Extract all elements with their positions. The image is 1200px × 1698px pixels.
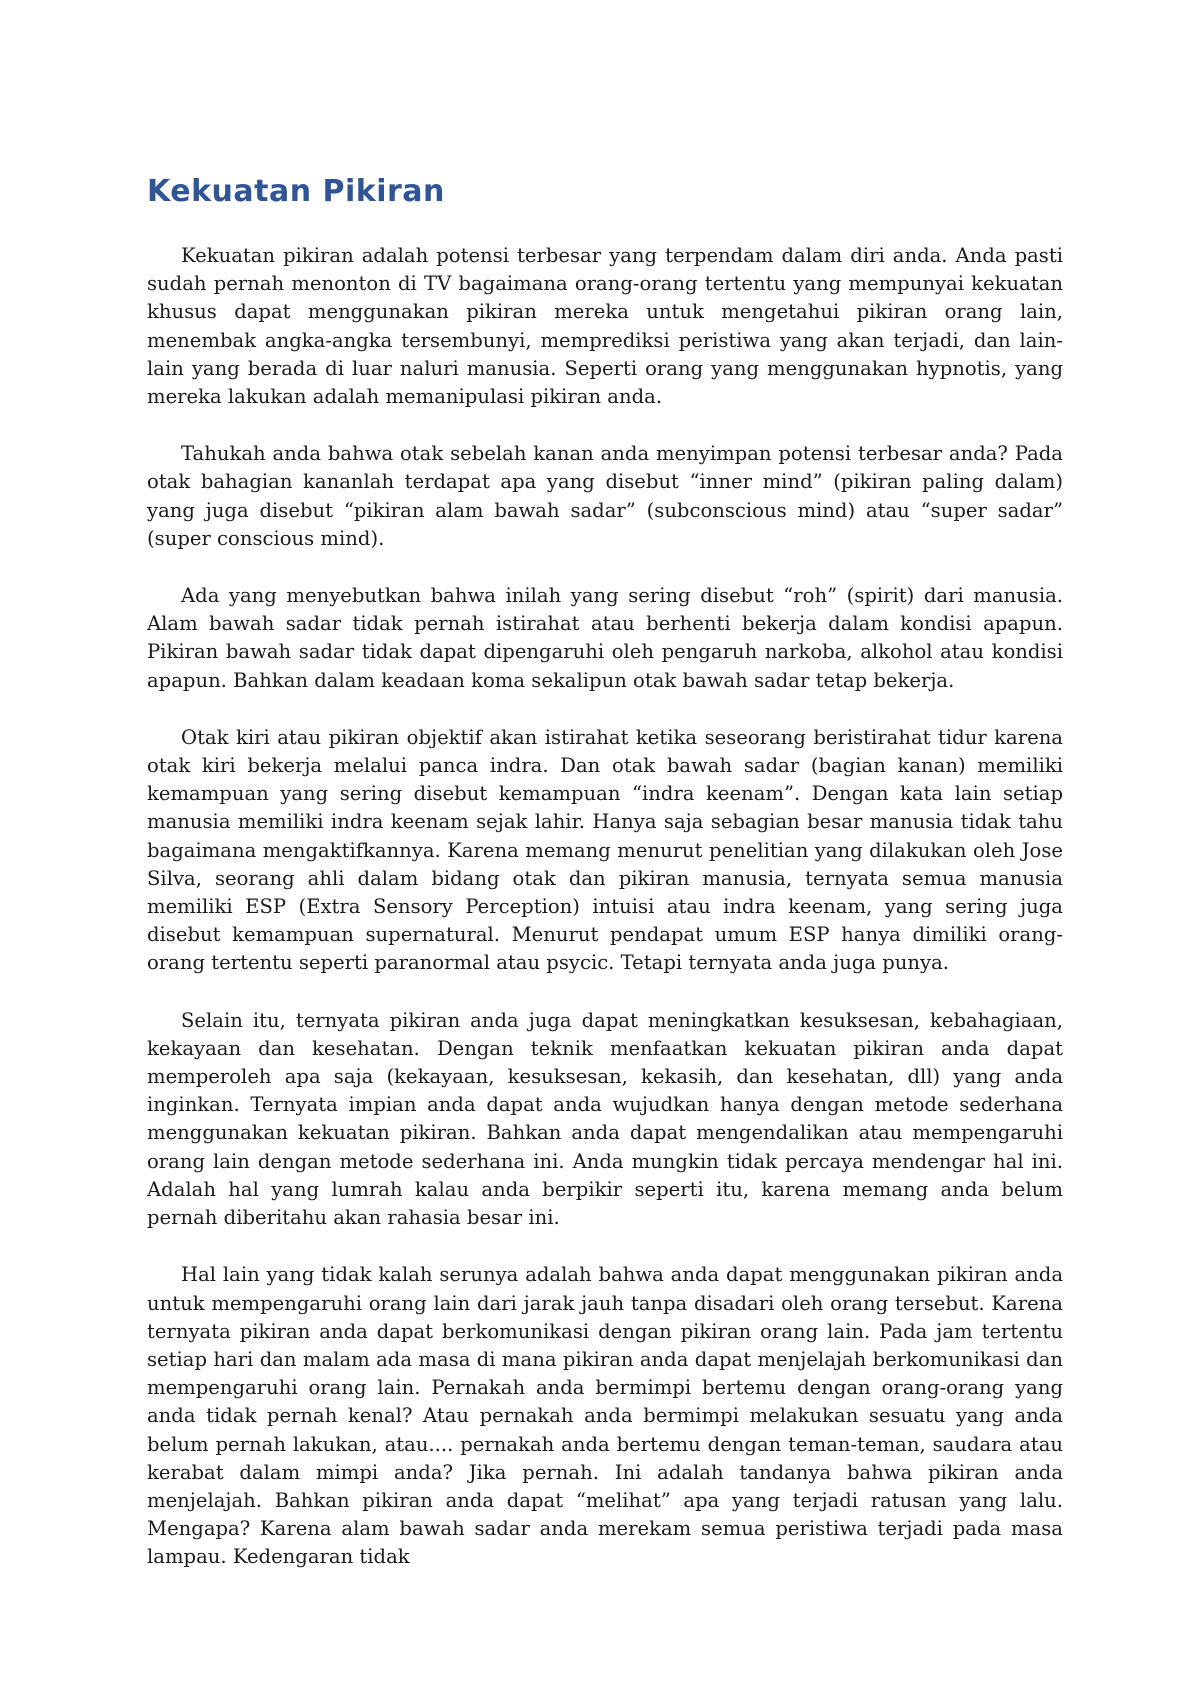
paragraph-5: Selain itu, ternyata pikiran anda juga dapat meningkatkan kesuksesan, kebahagiaan, kekayaan dan kesehatan. Dengan teknik menfaatkan kekuatan pikiran anda dapat memperoleh apa saja (kekayaan, kesuksesan, kekasih, dan kesehatan, dll) yang anda inginkan. Ternyata impian anda dapat anda wujudkan hanya dengan metode sederhana menggunakan kekuatan pikiran. Bahkan anda dapat mengendalikan atau mempengaruhi orang lain dengan metode sederhana ini. Anda mungkin tidak percaya mendengar hal ini. Adalah hal yang lumrah kalau anda berpikir seperti itu, karena memang anda belum pernah diberitahu akan rahasia besar ini. (147, 1008, 1063, 1230)
paragraph-2: Tahukah anda bahwa otak sebelah kanan anda menyimpan potensi terbesar anda? Pada otak bahagian kananlah terdapat apa yang disebut “inner mind” (pikiran paling dalam) yang juga disebut “pikiran alam bawah sadar” (subconscious mind) atau “super sadar” (super conscious mind). (147, 442, 1063, 550)
paragraph-3: Ada yang menyebutkan bahwa inilah yang sering disebut “roh” (spirit) dari manusia. Alam bawah sadar tidak pernah istirahat atau berhenti bekerja dalam kondisi apapun. Pikiran bawah sadar tidak dapat dipengaruhi oleh pengaruh narkoba, alkohol atau kondisi apapun. Bahkan dalam keadaan koma sekalipun otak bawah sadar tetap bekerja. (147, 584, 1063, 692)
paragraph-6: Hal lain yang tidak kalah serunya adalah bahwa anda dapat menggunakan pikiran anda untuk mempengaruhi orang lain dari jarak jauh tanpa disadari oleh orang tersebut. Karena ternyata pikiran anda dapat berkomunikasi dengan pikiran orang lain. Pada jam tertentu setiap hari dan malam ada masa di mana pikiran anda dapat menjelajah berkomunikasi dan mempengaruhi orang lain. Pernakah anda bermimpi bertemu dengan orang-orang yang anda tidak pernah kenal? Atau pernakah anda bermimpi melakukan sesuatu yang anda belum pernah lakukan, atau.... pernakah anda bertemu dengan teman-teman, saudara atau kerabat dalam mimpi anda? Jika pernah. Ini adalah tandanya bahwa pikiran anda menjelajah. Bahkan pikiran anda dapat “melihat” apa yang terjadi ratusan yang lalu. Mengapa? Karena alam bawah sadar anda merekam semua peristiwa terjadi pada masa lampau. Kedengaran tidak (147, 1263, 1063, 1569)
paragraph-1: Kekuatan pikiran adalah potensi terbesar yang terpendam dalam diri anda. Anda pasti sudah pernah menonton di TV bagaimana orang-orang tertentu yang mempunyai kekuatan khusus dapat menggunakan pikiran mereka untuk mengetahui pikiran orang lain, menembak angka-angka tersembunyi, memprediksi peristiwa yang akan terjadi, dan lain-lain yang berada di luar naluri manusia. Seperti orang yang menggunakan hypnotis, yang mereka lakukan adalah memanipulasi pikiran anda. (147, 244, 1063, 409)
paragraph-4: Otak kiri atau pikiran objektif akan istirahat ketika seseorang beristirahat tidur karena otak kiri bekerja melalui panca indra. Dan otak bawah sadar (bagian kanan) memiliki kemampuan yang sering disebut kemampuan “indra keenam”. Dengan kata lain setiap manusia memiliki indra keenam sejak lahir. Hanya saja sebagian besar manusia tidak tahu bagaimana mengaktifkannya. Karena memang menurut penelitian yang dilakukan oleh Jose Silva, seorang ahli dalam bidang otak dan pikiran manusia, ternyata semua manusia memiliki ESP (Extra Sensory Perception) intuisi atau indra keenam, yang sering juga disebut kemampuan supernatural. Menurut pendapat umum ESP hanya dimiliki orang-orang tertentu seperti paranormal atau psycic. Tetapi ternyata anda juga punya. (147, 725, 1063, 975)
document-body (147, 172, 1063, 1572)
document-title: Kekuatan Pikiran (147, 174, 445, 209)
